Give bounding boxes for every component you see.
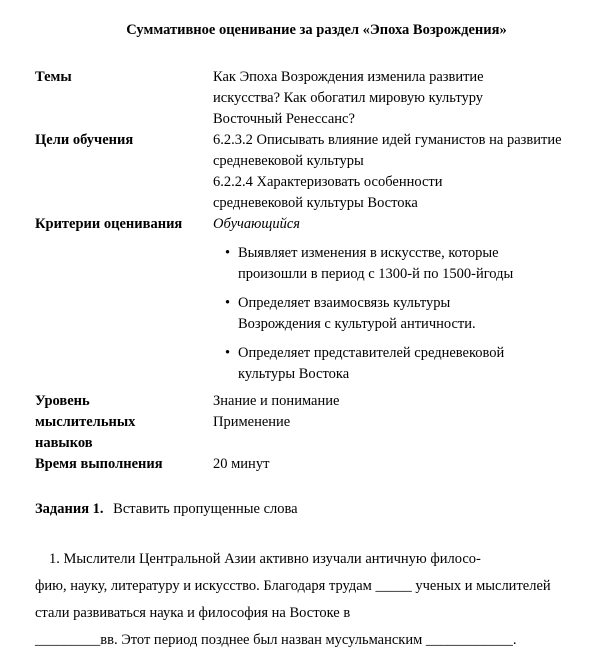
bullet-text (238, 293, 476, 335)
topics-line: Как Эпоха Возрождения изменила развитие (213, 69, 484, 85)
bullet-line: культуры Востока (238, 366, 350, 382)
bullet-line: Возрождения с культурой античности. (238, 316, 476, 332)
criteria-intro: Обучающийся (213, 216, 301, 232)
bullet-icon: • (225, 295, 231, 311)
levels-label-line: Уровень (35, 393, 90, 409)
info-table (35, 67, 598, 475)
goals-line: 6.2.2.4 Характеризовать особенности (213, 174, 443, 190)
goals-content (213, 130, 598, 214)
criteria-bullet (225, 243, 598, 285)
levels-line: Знание и понимание (213, 393, 340, 409)
task-heading (35, 499, 598, 520)
paragraph-line: стали развиваться наука и философия на Востоке в (35, 605, 351, 621)
criteria-bullet (225, 293, 598, 335)
topics-content (213, 67, 598, 130)
bullet-text (238, 243, 513, 285)
bullet-line: произошли в период с 1300-й по 1500-йгоды (238, 266, 514, 282)
criteria-bullet (225, 343, 598, 385)
criteria-label: Критерии оценивания (35, 216, 183, 232)
criteria-content (213, 214, 598, 391)
bullet-text (238, 343, 504, 385)
info-row-goals (35, 130, 598, 214)
task-paragraph (35, 546, 598, 654)
topics-line: Восточный Ренессанс? (213, 111, 355, 127)
levels-line: Применение (213, 414, 291, 430)
time-label: Время выполнения (35, 456, 163, 472)
levels-label (35, 391, 213, 454)
goals-line: средневековой культуры Востока (213, 195, 418, 211)
goals-label: Цели обучения (35, 132, 134, 148)
levels-content (213, 391, 598, 454)
info-row-criteria (35, 214, 598, 391)
paragraph-line: фию, науку, литературу и искусство. Благодаря трудам _____ ученых и мыслителей (35, 578, 551, 594)
paragraph-line: 1. Мыслители Центральной Азии активно изучали античную филосо- (49, 551, 481, 567)
levels-label-line: навыков (35, 435, 93, 451)
bullet-line: Выявляет изменения в искусстве, которые (238, 245, 499, 261)
info-row-topics (35, 67, 598, 130)
document-title: Суммативное оценивание за раздел «Эпоха Возрождения» (126, 22, 507, 38)
bullet-icon: • (225, 245, 231, 261)
bullet-line: Определяет взаимосвязь культуры (238, 295, 451, 311)
paragraph-line: _________вв. Этот период позднее был назван мусульманским ____________. (35, 632, 517, 648)
time-value: 20 минут (213, 456, 270, 472)
topics-label: Темы (35, 69, 72, 85)
criteria-bullet-list (213, 243, 598, 385)
bullet-icon: • (225, 345, 231, 361)
info-row-levels (35, 391, 598, 454)
task-number: Задания 1. (35, 501, 104, 517)
levels-label-line: мыслительных (35, 414, 136, 430)
task-instruction: Вставить пропущенные слова (113, 501, 298, 517)
goals-line: средневековой культуры (213, 153, 364, 169)
topics-line: искусства? Как обогатил мировую культуру (213, 90, 484, 106)
bullet-line: Определяет представителей средневековой (238, 345, 505, 361)
goals-line: 6.2.3.2 Описывать влияние идей гуманистов на развитие (213, 132, 562, 148)
info-row-time (35, 454, 598, 475)
